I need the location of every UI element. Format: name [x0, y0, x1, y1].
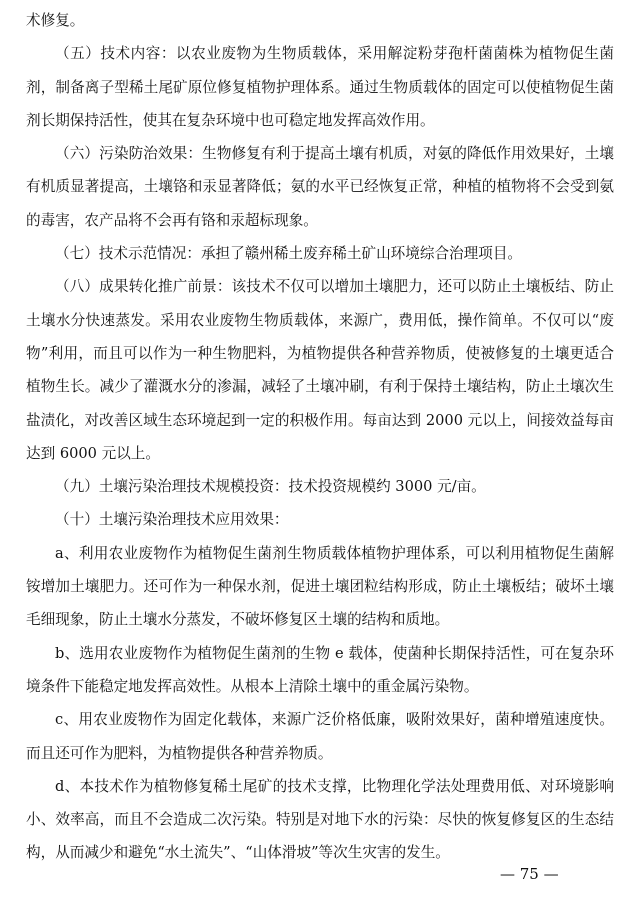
paragraph-application-effect-heading: （十）土壤污染治理技术应用效果：	[55, 511, 289, 529]
paragraph-investment-scale: （九）土壤污染治理技术规模投资：技术投资规模约 3000 元/亩。	[55, 478, 486, 496]
paragraph-effect-b: b、选用农业废物作为植物促生菌剂的生物 e 载体，使菌种长期保持活性，可在复杂环境条件下能稳定地发挥高效性。从根本上清除土壤中的重金属污染物。	[26, 644, 614, 695]
paragraph-promotion-prospect: （八）成果转化推广前景：该技术不仅可以增加土壤肥力，还可以防止土壤板结、防止土壤水分快速蒸发。采用农业废物生物质载体，来源广，费用低，操作简单。不仅可以“废物”利用，而且可以作为一种生物肥料，为植物提供各种营养物质，使被修复的土壤更适合植物生长。减少了灌溉水分的渗漏，减轻了土壤冲刷，有利于保持土壤结构，防止土壤次生盐渍化，对改善区域生态环境起到一定的积极作用。每亩达到 2000 元以上，间接效益每亩达到 6000 元以上。	[26, 278, 614, 462]
paragraph-effect-a: a、利用农业废物作为植物促生菌剂生物质载体植物护理体系，可以利用植物促生菌解铵增加土壤肥力。还可作为一种保水剂，促进土壤团粒结构形成，防止土壤板结；破坏土壤毛细现象，防止土壤水分蒸发，不破坏修复区土壤的结构和质地。	[26, 544, 614, 629]
paragraph-effect-c: c、用农业废物作为固定化载体，来源广泛价格低廉，吸附效果好，菌种增殖速度快。而且还可作为肥料，为植物提供各种营养物质。	[26, 711, 614, 762]
paragraph-demonstration: （七）技术示范情况：承担了赣州稀土废弃稀土矿山环境综合治理项目。	[55, 245, 523, 263]
paragraph-continuation: 术修复。	[26, 12, 85, 29]
paragraph-pollution-control-effect: （六）污染防治效果：生物修复有利于提高土壤有机质，对氨的降低作用效果好，土壤有机质显著提高，土壤铬和汞显著降低；氨的水平已经恢复正常，种植的植物将不会受到氨的毒害，农产品将不会再有铬和汞超标现象。	[26, 145, 614, 229]
paragraph-effect-d: d、本技术作为植物修复稀土尾矿的技术支撑，比物理化学法处理费用低、对环境影响小、效率高，而且不会造成二次污染。特别是对地下水的污染：尽快的恢复修复区的生态结构，从而减少和避免“水土流失”、“山体滑坡”等次生灾害的发生。	[26, 777, 614, 862]
document-page	[26, 0, 614, 870]
page-number: — 75 —	[500, 865, 559, 883]
paragraph-technical-content: （五）技术内容：以农业废物为生物质载体，采用解淀粉芽孢杆菌菌株为植物促生菌剂，制备离子型稀土尾矿原位修复植物护理体系。通过生物质载体的固定可以使植物促生菌剂长期保持活性，使其在复杂环境中也可稳定地发挥高效作用。	[26, 45, 614, 129]
